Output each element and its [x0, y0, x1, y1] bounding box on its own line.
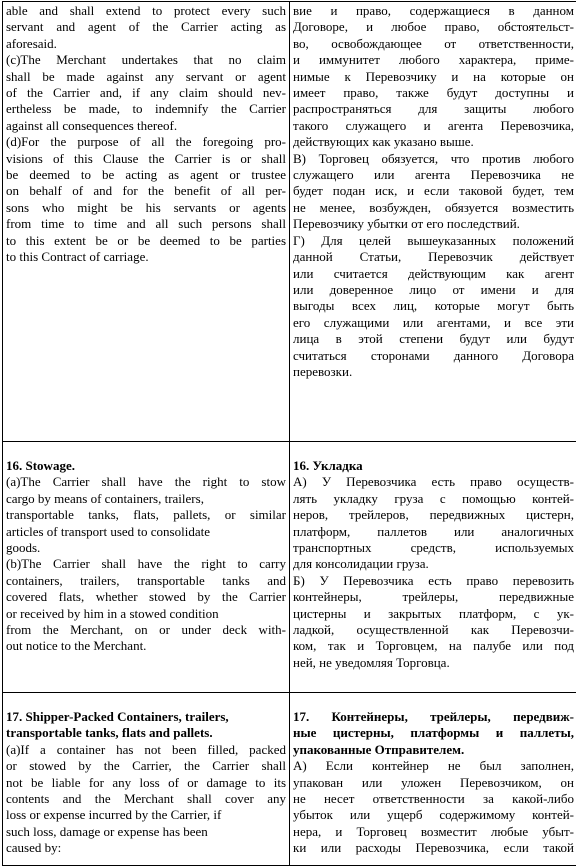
en-line: on behalf of and for the benefit of all per- — [6, 183, 286, 199]
ru-line: не менее, возбужден, обязуется возместить — [293, 200, 574, 216]
en-line: caused by: — [6, 840, 286, 856]
clause-heading: 16. Укладка — [293, 458, 574, 474]
en-line: (b)The Carrier shall have the right to carry — [6, 556, 286, 572]
en-line: covered flats, whether stowed by the Carrier — [6, 589, 286, 605]
table-row — [3, 2, 576, 442]
ru-line: ладкой, осуществленной как Перевозчи- — [293, 622, 574, 638]
en-line: loss or expense incurred by the Carrier, if — [6, 807, 286, 823]
en-line: ertheless be made, to indemnify the Carrier — [6, 101, 286, 117]
clause-heading: 17. Контейнеры, трейлеры, передвиж- — [293, 709, 574, 725]
en-line: (c)The Merchant undertakes that no claim — [6, 52, 286, 68]
english-column — [3, 442, 290, 693]
en-line: be deemed to be acting as agent or trustee — [6, 167, 286, 183]
ru-line: будет подан иск, и если таковой будет, тем — [293, 183, 574, 199]
en-line: not be liable for any loss of or damage to its — [6, 775, 286, 791]
ru-line: А) Если контейнер не был заполнен, — [293, 758, 574, 774]
en-line: to this Contract of carriage. — [6, 249, 286, 265]
ru-line: Договоре, и любое право, обстоятельст- — [293, 19, 574, 35]
en-line: or stowed by the Carrier, the Carrier shall — [6, 758, 286, 774]
english-column — [3, 2, 290, 442]
en-line: or received by him in a stowed condition — [6, 606, 286, 622]
clause-heading: упакованные Отправителем. — [293, 742, 574, 758]
ru-line: транспортных средств, используемых — [293, 540, 574, 556]
ru-line: имеет право, также будут доступны и — [293, 85, 574, 101]
ru-line: убыток или ущерб содержимому контей- — [293, 807, 574, 823]
clause-heading: transportable tanks, flats and pallets. — [6, 725, 286, 741]
ru-line: лять укладку груза с помощью контей- — [293, 491, 574, 507]
en-line: aforesaid. — [6, 36, 286, 52]
en-line: able and shall extend to protect every such — [6, 3, 286, 19]
ru-line: распространяться для защиты любого — [293, 101, 574, 117]
ru-line: перевозки. — [293, 364, 574, 380]
ru-line: данной Статьи, Перевозчик действует — [293, 249, 574, 265]
ru-line: для консолидации груза. — [293, 556, 574, 572]
en-line: transportable tanks, flats, pallets, or similar — [6, 507, 286, 523]
bilingual-contract-table — [2, 1, 576, 866]
ru-line: В) Торговец обязуется, что против любого — [293, 151, 574, 167]
en-line: (d)For the purpose of all the foregoing pro- — [6, 134, 286, 150]
en-line: articles of transport used to consolidate — [6, 524, 286, 540]
ru-line: упакован или уложен Перевозчиком, он — [293, 775, 574, 791]
russian-column — [290, 693, 576, 866]
en-line: sons who might be his servants or agents — [6, 200, 286, 216]
ru-line: служащего или агента Перевозчика не — [293, 167, 574, 183]
en-line: such loss, damage or expense has been — [6, 824, 286, 840]
ru-line: его служащими или агентами, и все эти — [293, 315, 574, 331]
ru-line: Г) Для целей вышеуказанных положений — [293, 233, 574, 249]
russian-column — [290, 2, 576, 442]
ru-line: считаться сторонами данного Договора — [293, 348, 574, 364]
ru-line: неров, трейлеров, передвижных цистерн, — [293, 507, 574, 523]
ru-line: или считается действующим как агент — [293, 266, 574, 282]
clause-heading: 16. Stowage. — [6, 458, 286, 474]
en-line: of the Carrier and, if any claim should nev- — [6, 85, 286, 101]
ru-line: Б) У Перевозчика есть право перевозить — [293, 573, 574, 589]
clause-heading: ные цистерны, платформы и паллеты, — [293, 725, 574, 741]
ru-line: ки или расходы Перевозчика, если такой — [293, 840, 574, 856]
en-line: from the Merchant, on or under deck with- — [6, 622, 286, 638]
ru-line: ней, не уведомляя Торговца. — [293, 655, 574, 671]
ru-line: Перевозчику убытки от его последствий. — [293, 216, 574, 232]
table-row — [3, 442, 576, 693]
ru-line: вие и право, содержащиеся в данном — [293, 3, 574, 19]
clause-heading: 17. Shipper-Packed Containers, trailers, — [6, 709, 286, 725]
en-line: servant and agent of the Carrier acting as — [6, 19, 286, 35]
en-line: cargo by means of containers, trailers, — [6, 491, 286, 507]
ru-line: платформ, паллетов или аналогичных — [293, 524, 574, 540]
ru-line: нера, и Торговец возместит любые убыт- — [293, 824, 574, 840]
ru-line: ком, так и Торговцем, на палубе или под — [293, 638, 574, 654]
en-line: to this extent be or be deemed to be parties — [6, 233, 286, 249]
ru-line: или доверенное лицо от имени и для — [293, 282, 574, 298]
ru-line: цистерны и закрытых платформ, с ук- — [293, 606, 574, 622]
ru-line: нимые к Перевозчику и на которые он — [293, 69, 574, 85]
ru-line: во, освобождающее от ответственности, — [293, 36, 574, 52]
en-line: contents and the Merchant shall cover any — [6, 791, 286, 807]
en-line: containers, trailers, transportable tanks and — [6, 573, 286, 589]
en-line: from time to time and all such persons shall — [6, 216, 286, 232]
ru-line: и иммунитет любого характера, приме- — [293, 52, 574, 68]
en-line: against all consequences thereof. — [6, 118, 286, 134]
en-line: visions of this Clause the Carrier is or shall — [6, 151, 286, 167]
ru-line: действующих как указано выше. — [293, 134, 574, 150]
ru-line: контейнеры, трейлеры, передвижные — [293, 589, 574, 605]
ru-line: лица в этой степени будут или будут — [293, 331, 574, 347]
ru-line: такого служащего и агента Перевозчика, — [293, 118, 574, 134]
english-column — [3, 693, 290, 866]
russian-column — [290, 442, 576, 693]
en-line: shall be made against any servant or agent — [6, 69, 286, 85]
table-row — [3, 693, 576, 866]
en-line: goods. — [6, 540, 286, 556]
en-line: (a)The Carrier shall have the right to stow — [6, 474, 286, 490]
ru-line: выгоды всех лиц, которые могут быть — [293, 298, 574, 314]
en-line: (a)If a container has not been filled, packed — [6, 742, 286, 758]
ru-line: не несет ответственности за какой-либо — [293, 791, 574, 807]
en-line: out notice to the Merchant. — [6, 638, 286, 654]
ru-line: А) У Перевозчика есть право осуществ- — [293, 474, 574, 490]
